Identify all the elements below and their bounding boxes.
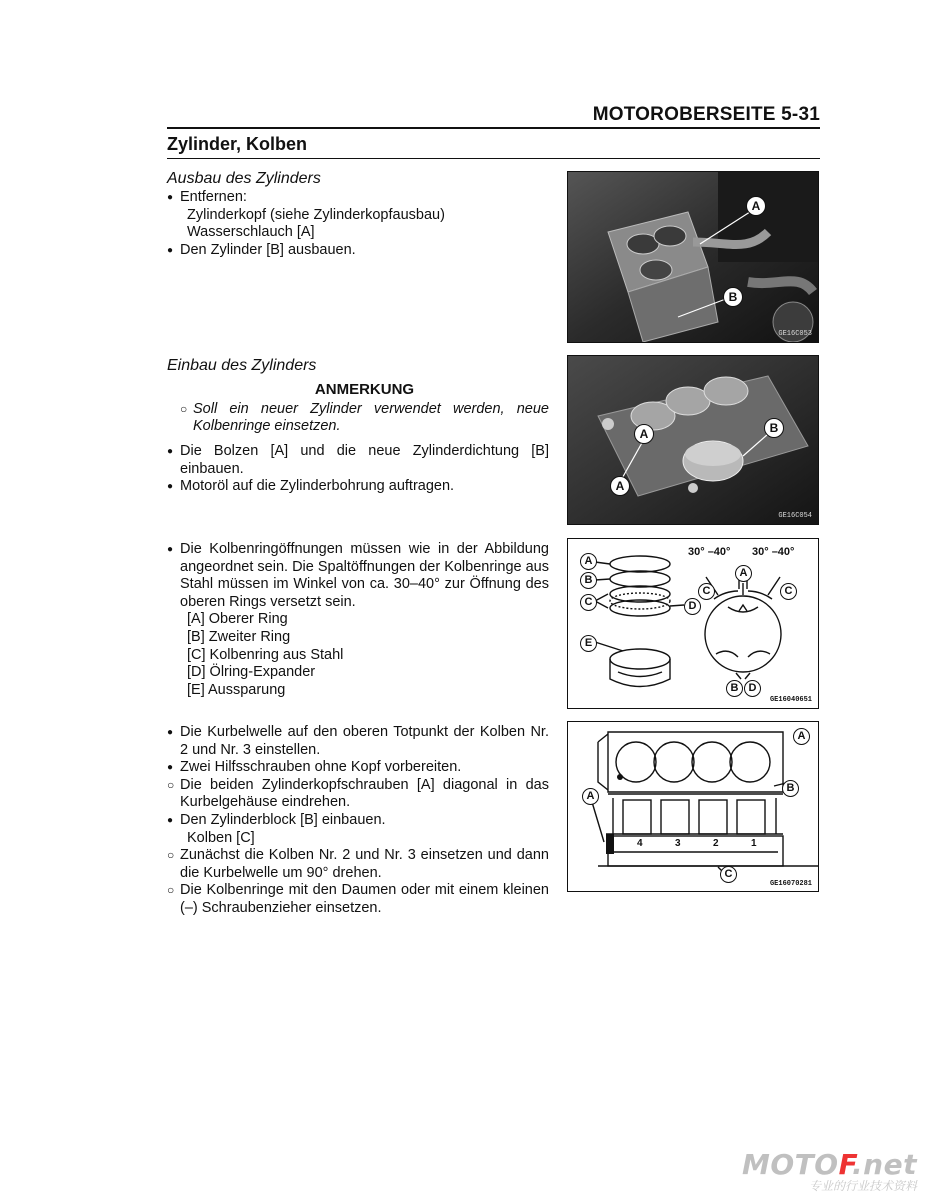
callout-label: C: [580, 594, 597, 611]
install-step-5: ● Zwei Hilfsschrauben ohne Kopf vorbereiten.: [167, 759, 549, 777]
install-step-3: ● Die Kolbenringöffnungen müssen wie in der Abbildung angeordnet sein. Die Spaltöffnungen der Kolbenringe aus Stahl müssen im Winkel von ca. 30–40° zur Öffnung des oberen Rings versetzt sein.: [167, 541, 549, 611]
install-step-2: ● Motoröl auf die Zylinderbohrung auftragen.: [167, 478, 549, 496]
callout-label: A: [580, 553, 597, 570]
removal-step-1-sub-1: Zylinderkopf (siehe Zylinderkopfausbau): [187, 206, 445, 223]
callout-label: A: [634, 424, 654, 444]
install-step-8: ○ Zunächst die Kolben Nr. 2 und Nr. 3 einsetzen und dann die Kurbelwelle um 90° drehen.: [167, 847, 549, 882]
figure-code: GE16C054: [778, 512, 812, 520]
removal-step-2: ● Den Zylinder [B] ausbauen.: [167, 242, 549, 260]
install-step-7-sub: Kolben [C]: [187, 829, 255, 846]
install-step-7: ● Den Zylinderblock [B] einbauen.: [167, 812, 549, 830]
callout-label: A: [735, 565, 752, 582]
callout-label: A: [746, 196, 766, 216]
watermark-brand-main: MOTO: [742, 1148, 839, 1181]
note-text: ○ Soll ein neuer Zylinder verwendet werden, neue Kolbenringe einsetzen.: [167, 401, 549, 436]
callout-label: B: [764, 418, 784, 438]
callout-label: C: [720, 866, 737, 883]
cylinder-block-drawing: [568, 722, 818, 891]
figure-cylinder-block-diagram: [567, 721, 819, 892]
install-step-4: ● Die Kurbelwelle auf den oberen Totpunkt der Kolben Nr. 2 und Nr. 3 einstellen.: [167, 724, 549, 759]
page-header-title: MOTOROBERSEITE 5-31: [592, 104, 820, 125]
callout-label: C: [698, 583, 715, 600]
callout-label: A: [610, 476, 630, 496]
figure-code: GE16C053: [778, 330, 812, 338]
install-steps-b: [167, 541, 549, 699]
figure-code: GE16070281: [769, 880, 812, 888]
legend-item: [B] Zweiter Ring: [187, 628, 291, 645]
callout-label: E: [580, 635, 597, 652]
legend-item: [A] Oberer Ring: [187, 611, 288, 628]
figure-cylinder-install-photo: [567, 355, 819, 525]
removal-heading: Ausbau des Zylinders: [167, 170, 321, 187]
note-heading: ANMERKUNG: [314, 381, 415, 398]
figure-cylinder-removal-photo: [567, 171, 819, 343]
callout-label: B: [726, 680, 743, 697]
install-step-1: ● Die Bolzen [A] und die neue Zylinderdichtung [B] einbauen.: [167, 443, 549, 478]
install-steps-c: [167, 724, 549, 918]
angle-label-right: 30° –40°: [752, 546, 795, 558]
watermark-brand-tail: .net: [852, 1148, 917, 1181]
callout-label: D: [744, 680, 761, 697]
removal-step-1: ● Entfernen:: [167, 189, 549, 207]
removal-step-1-sub-2: Wasserschlauch [A]: [187, 224, 315, 241]
legend-item: [D] Ölring-Expander: [187, 664, 316, 681]
callout-label: B: [782, 780, 799, 797]
figure-code: GE16040651: [769, 696, 812, 704]
callout-label: A: [793, 728, 810, 745]
install-step-9: ○ Die Kolbenringe mit den Daumen oder mit einem kleinen (–) Schraubenzieher einsetzen.: [167, 882, 549, 917]
angle-label-left: 30° –40°: [688, 546, 731, 558]
ring-diagram-drawing: [568, 539, 818, 708]
install-note: [167, 381, 549, 436]
watermark-brand-accent: F: [838, 1148, 853, 1181]
install-steps-a: [167, 443, 549, 496]
removal-steps: [167, 189, 549, 259]
engine-photo-illustration: [568, 172, 818, 342]
section-title: Zylinder, Kolben: [167, 134, 308, 154]
section-rule: [167, 158, 820, 159]
callout-label: B: [580, 572, 597, 589]
install-step-6: ○ Die beiden Zylinderkopfschrauben [A] diagonal in das Kurbelgehäuse eindrehen.: [167, 777, 549, 812]
header-rule: [167, 127, 820, 129]
piston-number: 4: [637, 838, 643, 849]
install-heading: Einbau des Zylinders: [167, 357, 317, 374]
legend-item: [C] Kolbenring aus Stahl: [187, 646, 344, 663]
pistons-photo-illustration: [568, 356, 818, 524]
watermark-tagline: 专业的行业技术资料: [808, 1179, 917, 1193]
piston-number: 3: [675, 838, 681, 849]
callout-label: B: [723, 287, 743, 307]
figure-piston-ring-diagram: [567, 538, 819, 709]
callout-label: A: [582, 788, 599, 805]
callout-label: C: [780, 583, 797, 600]
legend-item: [E] Aussparung: [187, 681, 286, 698]
piston-number: 2: [713, 838, 719, 849]
callout-label: D: [684, 598, 701, 615]
site-watermark: [742, 1148, 917, 1194]
piston-number: 1: [751, 838, 757, 849]
